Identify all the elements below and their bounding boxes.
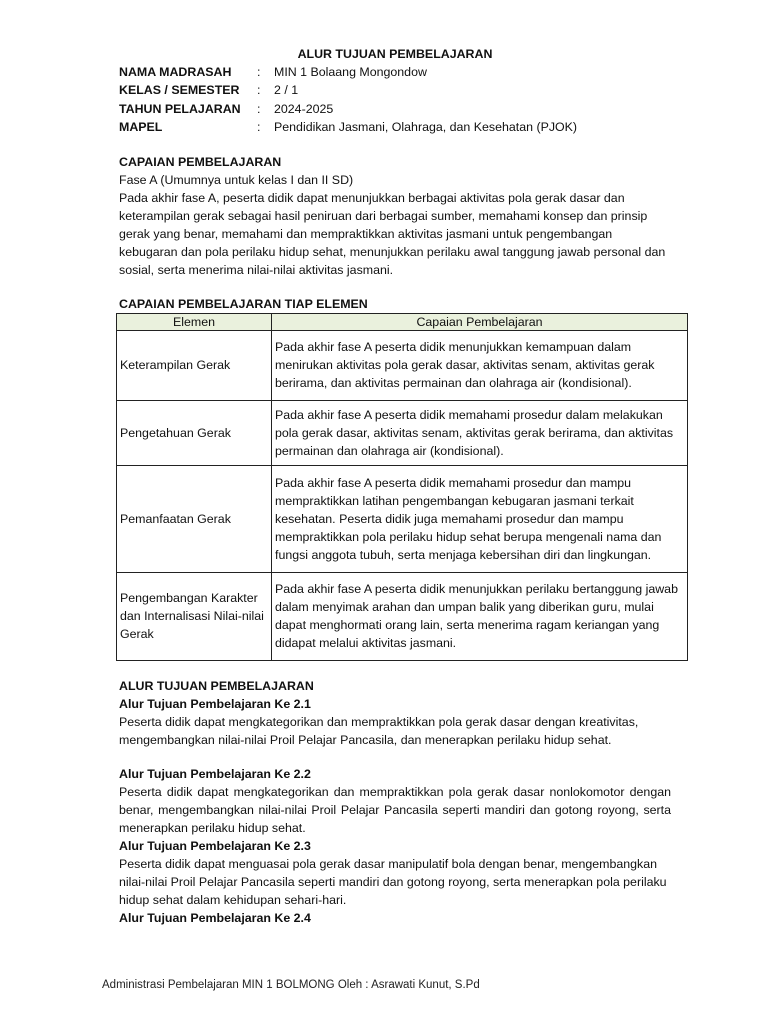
capaian-cell: Pada akhir fase A peserta didik memahami prosedur dan mampu mempraktikkan latihan pengembangan kebugaran jasmani terkait kesehatan. Peserta didik juga memahami prosedur dan mampu mempraktikkan pola perilaku hidup sehat berupa mengenali nama dan fungsi anggota tubuh, serta menjaga kebersihan diri dan lingkungan.: [272, 465, 688, 572]
table-header-row: [117, 313, 688, 330]
capaian-cell: Pada akhir fase A peserta didik menunjukkan kemampuan dalam menirukan aktivitas pola gerak dasar, aktivitas senam, aktivitas gerak berirama, dan aktivitas permainan dan olahraga air (kondisional).: [272, 330, 688, 400]
meta-label: NAMA MADRASAH: [119, 65, 232, 79]
capaian-cell: Pada akhir fase A peserta didik memahami prosedur dalam melakukan pola gerak dasar, aktivitas senam, aktivitas gerak berirama, dan aktivitas permainan dan olahraga air (kondisional).: [272, 400, 688, 465]
meta-row-kelas: [119, 81, 577, 99]
col-header-elemen: Elemen: [117, 313, 272, 330]
spacer: [119, 749, 671, 765]
capaian-elemen-table: [116, 313, 688, 661]
capaian-cell: Pada akhir fase A peserta didik menunjukkan perilaku bertanggung jawab dalam menyimak arahan dan umpan balik yang diberikan guru, mulai dapat menghormati orang lain, serta menerima ragam keriangan yang didapat melalui aktivitas jasmani.: [272, 572, 688, 660]
spacer: [119, 137, 671, 153]
capaian-fase: Fase A (Umumnya untuk kelas I dan II SD): [119, 172, 354, 187]
elemen-heading: CAPAIAN PEMBELAJARAN TIAP ELEMEN: [119, 296, 368, 311]
capaian-text: Pada akhir fase A, peserta didik dapat menunjukkan berbagai aktivitas pola gerak dasar dan keterampilan gerak sebagai hasil peniruan dari berbagai sumber, memahami konsep dan prinsip gerak yang benar, memahami dan mempraktikkan aktivitas jasmani untuk pengembangan kebugaran dan pola perilaku hidup sehat, menunjukkan perilaku awal tanggung jawab personal dan sosial, serta menerima nilai-nilai aktivitas jasmani.: [119, 190, 666, 277]
document-page: [119, 45, 678, 927]
meta-label: KELAS / SEMESTER: [119, 83, 240, 98]
meta-row-tahun: [119, 100, 577, 118]
meta-value: MIN 1 Bolaang Mongondow: [274, 65, 427, 79]
meta-row-mapel: [119, 118, 577, 136]
table-row: [117, 465, 688, 572]
spacer: [119, 279, 671, 295]
page-footer: Administrasi Pembelajaran MIN 1 BOLMONG Oleh : Asrawati Kunut, S.Pd: [102, 979, 480, 991]
alur-item-text: Peserta didik dapat mengkategorikan dan mempraktikkan pola gerak dasar nonlokomotor dengan benar, mengembangkan nilai-nilai Proil Pelajar Pancasila seperti mandiri dan gotong royong, serta menerapkan perilaku hidup sehat.: [119, 784, 671, 835]
spacer: [119, 661, 671, 677]
col-header-capaian: Capaian Pembelajaran: [272, 313, 688, 330]
meta-sep: :: [257, 101, 261, 116]
meta-label: TAHUN PELAJARAN: [119, 101, 241, 116]
alur-item-title: Alur Tujuan Pembelajaran Ke 2.1: [119, 696, 311, 711]
meta-label: MAPEL: [119, 120, 163, 135]
alur-item-title: Alur Tujuan Pembelajaran Ke 2.3: [119, 838, 311, 853]
alur-item-text: Peserta didik dapat menguasai pola gerak dasar manipulatif bola dengan benar, mengembangkan nilai-nilai Proil Pelajar Pancasila seperti mandiri dan gotong royong, serta menerapkan pola perilaku hidup sehat dalam kehidupan sehari-hari.: [119, 856, 667, 907]
capaian-heading: CAPAIAN PEMBELAJARAN: [119, 154, 282, 169]
meta-value: 2024-2025: [274, 101, 334, 116]
meta-table: [119, 63, 577, 137]
meta-sep: :: [257, 83, 261, 98]
elemen-cell: Pengembangan Karakter dan Internalisasi Nilai-nilai Gerak: [117, 572, 272, 660]
table-row: [117, 330, 688, 400]
elemen-cell: Pengetahuan Gerak: [117, 400, 272, 465]
meta-value: Pendidikan Jasmani, Olahraga, dan Kesehatan (PJOK): [274, 120, 578, 135]
elemen-cell: Keterampilan Gerak: [117, 330, 272, 400]
table-row: [117, 572, 688, 660]
alur-heading: ALUR TUJUAN PEMBELAJARAN: [119, 678, 314, 693]
alur-item-title: Alur Tujuan Pembelajaran Ke 2.4: [119, 910, 311, 925]
table-row: [117, 400, 688, 465]
meta-sep: :: [257, 120, 261, 135]
alur-item-title: Alur Tujuan Pembelajaran Ke 2.2: [119, 766, 311, 781]
alur-item-text: Peserta didik dapat mengkategorikan dan mempraktikkan pola gerak dasar dengan kreativitas, mengembangkan nilai-nilai Proil Pelajar Pancasila, dan menerapkan perilaku hidup sehat.: [119, 714, 639, 747]
document-title: ALUR TUJUAN PEMBELAJARAN: [297, 47, 493, 61]
meta-row-madrasah: [119, 63, 577, 81]
meta-value: 2 / 1: [274, 83, 299, 98]
meta-sep: :: [257, 65, 261, 79]
elemen-cell: Pemanfaatan Gerak: [117, 465, 272, 572]
